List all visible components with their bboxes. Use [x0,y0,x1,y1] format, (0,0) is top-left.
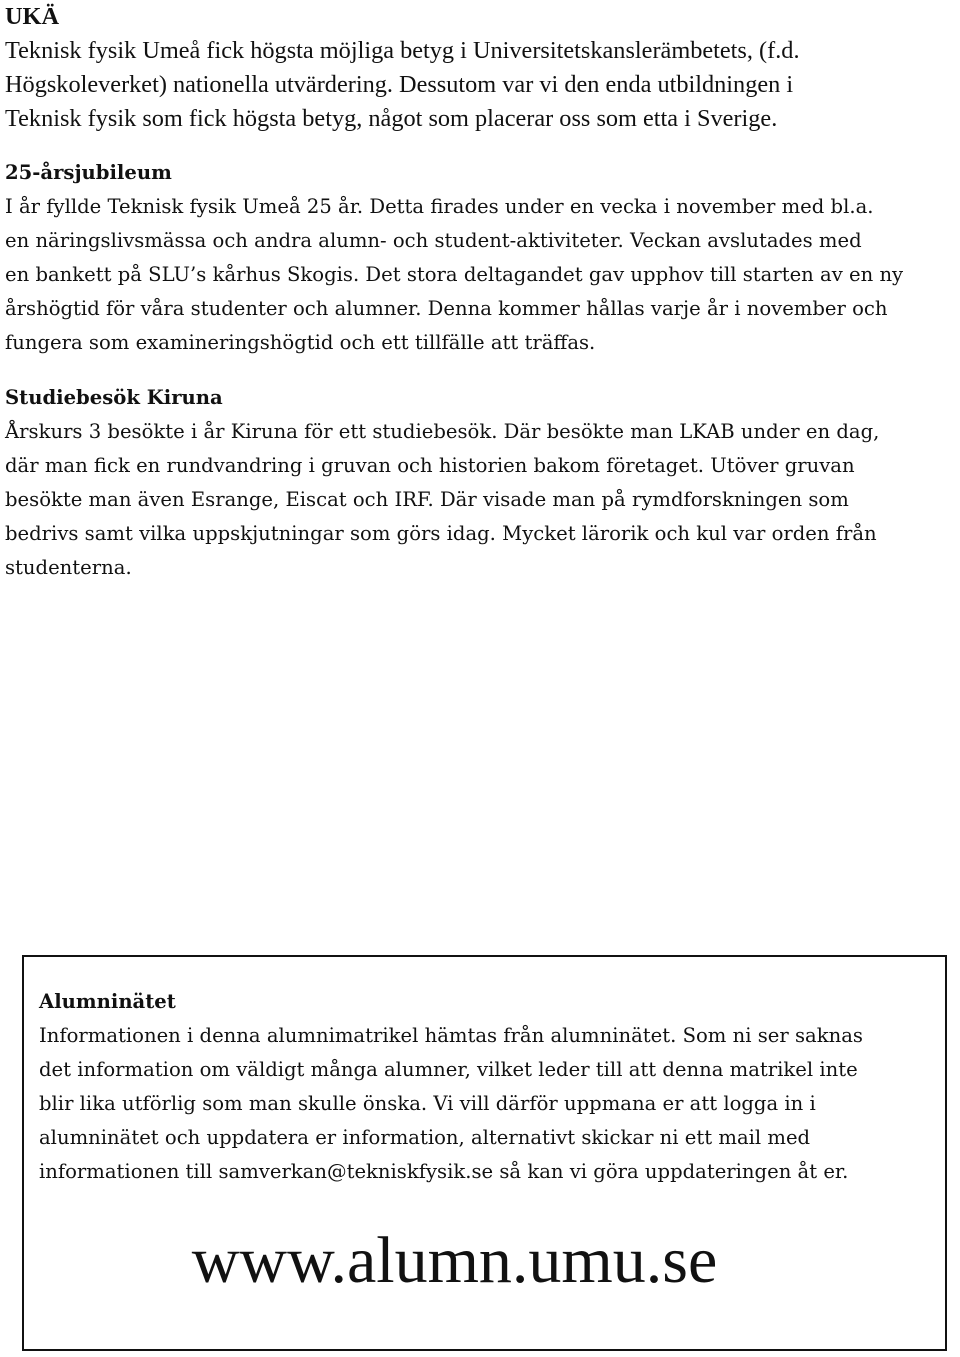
alumn-url: www.alumn.umu.se [191,1224,718,1297]
kiruna-heading: Studiebesök Kiruna [5,386,223,409]
jubileum-line: en näringslivsmässa och andra alumn- och student-aktiviteter. Veckan avslutades med [5,229,862,252]
uka-line: Teknisk fysik som fick högsta betyg, något som placerar oss som etta i Sverige. [5,105,778,132]
uka-section [5,0,960,136]
jubileum-line: I år fyllde Teknisk fysik Umeå 25 år. Detta firades under en vecka i november med bl.a. [5,195,874,218]
alumninatet-line: informationen till samverkan@tekniskfysik.se så kan vi göra uppdateringen åt er. [39,1160,849,1183]
jubileum-line: en bankett på SLU’s kårhus Skogis. Det stora deltagandet gav upphov till starten av en ny [5,263,904,286]
alumninatet-content [39,985,939,1189]
alumninatet-line: alumninätet och uppdatera er information, alternativt skickar ni ett mail med [39,1126,811,1149]
kiruna-line: Årskurs 3 besökte i år Kiruna för ett studiebesök. Där besökte man LKAB under en dag, [5,420,880,443]
jubileum-line: årshögtid för våra studenter och alumner. Denna kommer hållas varje år i november och [5,297,888,320]
kiruna-section [5,381,960,585]
kiruna-line: studenterna. [5,556,132,579]
alumninatet-line: Informationen i denna alumnimatrikel hämtas från alumninätet. Som ni ser saknas [39,1024,863,1047]
uka-heading: UKÄ [5,3,59,30]
alumninatet-line: det information om väldigt många alumner, vilket leder till att denna matrikel inte [39,1058,858,1081]
kiruna-line: besökte man även Esrange, Eiscat och IRF. Där visade man på rymdforskningen som [5,488,849,511]
jubileum-line: fungera som examineringshögtid och ett tillfälle att träffas. [5,331,596,354]
uka-line: Högskoleverket) nationella utvärdering. Dessutom var vi den enda utbildningen i [5,71,794,98]
uka-line: Teknisk fysik Umeå fick högsta möjliga betyg i Universitetskanslerämbetets, (f.d. [5,37,800,64]
alumninatet-heading: Alumninätet [39,990,176,1013]
alumninatet-line: blir lika utförlig som man skulle önska. Vi vill därför uppmana er att logga in i [39,1092,816,1115]
jubileum-heading: 25-årsjubileum [5,161,172,184]
kiruna-line: där man fick en rundvandring i gruvan och historien bakom företaget. Utöver gruvan [5,454,855,477]
kiruna-line: bedrivs samt vilka uppskjutningar som görs idag. Mycket lärorik och kul var orden från [5,522,877,545]
alumninatet-box [22,955,947,1351]
jubileum-section [5,156,960,360]
